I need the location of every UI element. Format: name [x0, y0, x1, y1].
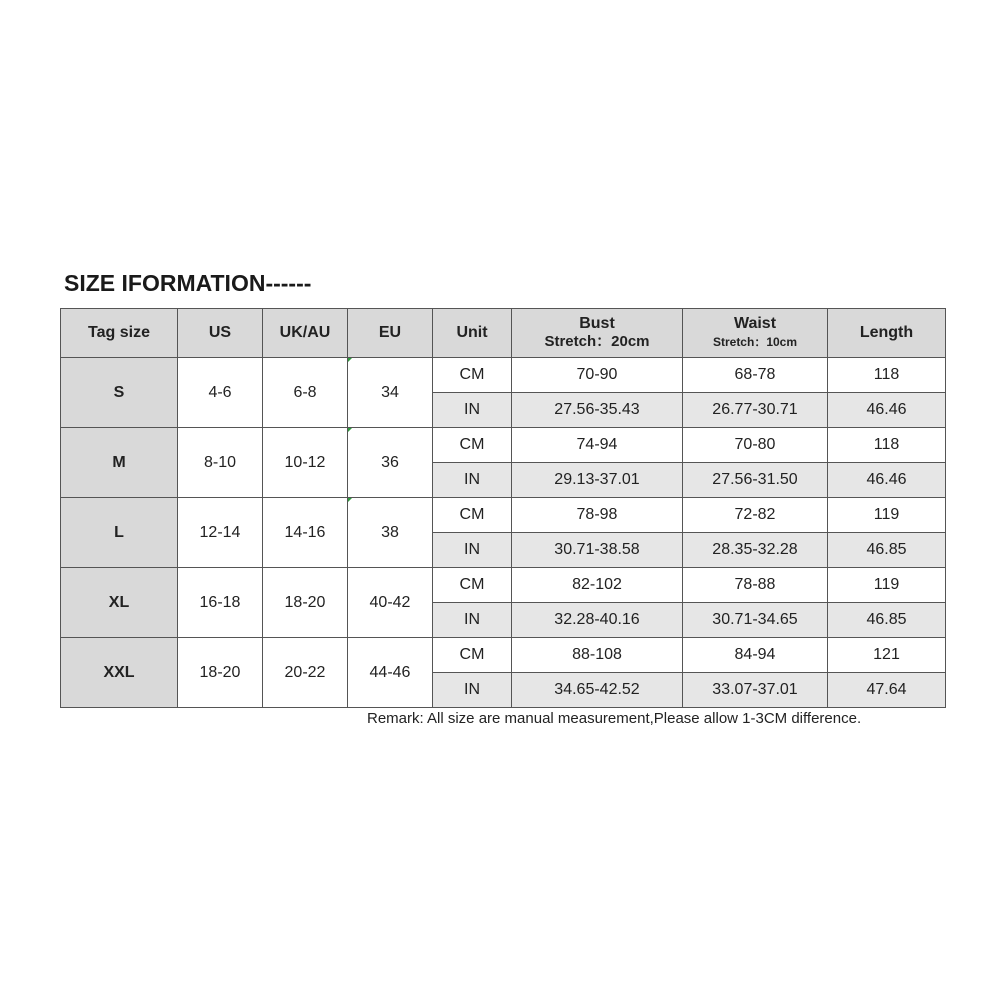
unit-cell: CM [433, 568, 512, 603]
bust-cell: 27.56-35.43 [512, 393, 683, 428]
table-row [61, 568, 946, 603]
table-header-row [61, 309, 946, 358]
header-bust-stretch: Stretch：20cm [544, 333, 650, 350]
header-waist-label: Waist [733, 315, 777, 332]
unit-cell: IN [433, 463, 512, 498]
waist-cell: 26.77-30.71 [683, 393, 828, 428]
remark-note: Remark: All size are manual measurement,Please allow 1-3CM difference. [367, 710, 862, 727]
eu-value: 38 [381, 523, 399, 541]
length-cell: 46.46 [828, 463, 946, 498]
bust-cell: 82-102 [512, 568, 683, 603]
bust-cell: 30.71-38.58 [512, 533, 683, 568]
unit-cell: IN [433, 603, 512, 638]
header-us: US [178, 309, 263, 358]
us-cell: 8-10 [178, 428, 263, 498]
bust-cell: 70-90 [512, 358, 683, 393]
length-cell: 119 [828, 568, 946, 603]
us-cell: 12-14 [178, 498, 263, 568]
waist-cell: 68-78 [683, 358, 828, 393]
cell-comment-marker [348, 358, 352, 362]
uk-au-cell: 20-22 [263, 638, 348, 708]
tag-size-cell: XL [61, 568, 178, 638]
cell-comment-marker [348, 428, 352, 432]
tag-size-cell: S [61, 358, 178, 428]
bust-cell: 29.13-37.01 [512, 463, 683, 498]
header-length: Length [828, 309, 946, 358]
waist-cell: 30.71-34.65 [683, 603, 828, 638]
table-row [61, 498, 946, 533]
eu-cell [348, 428, 433, 498]
table-row [61, 358, 946, 393]
length-cell: 118 [828, 428, 946, 463]
page-title: SIZE IFORMATION------ [64, 270, 312, 296]
unit-cell: CM [433, 638, 512, 673]
unit-cell: IN [433, 673, 512, 708]
length-cell: 46.46 [828, 393, 946, 428]
header-bust [512, 309, 683, 358]
eu-value: 34 [381, 383, 399, 401]
waist-cell: 72-82 [683, 498, 828, 533]
header-waist [683, 309, 828, 358]
bust-cell: 32.28-40.16 [512, 603, 683, 638]
waist-cell: 28.35-32.28 [683, 533, 828, 568]
header-unit: Unit [433, 309, 512, 358]
tag-size-cell: M [61, 428, 178, 498]
unit-cell: CM [433, 358, 512, 393]
length-cell: 121 [828, 638, 946, 673]
table-row [61, 638, 946, 673]
length-cell: 46.85 [828, 603, 946, 638]
length-cell: 119 [828, 498, 946, 533]
unit-cell: IN [433, 533, 512, 568]
uk-au-cell: 14-16 [263, 498, 348, 568]
uk-au-cell: 6-8 [263, 358, 348, 428]
length-cell: 118 [828, 358, 946, 393]
tag-size-cell: XXL [61, 638, 178, 708]
waist-cell: 70-80 [683, 428, 828, 463]
waist-cell: 27.56-31.50 [683, 463, 828, 498]
us-cell: 18-20 [178, 638, 263, 708]
waist-cell: 33.07-37.01 [683, 673, 828, 708]
eu-cell [348, 358, 433, 428]
uk-au-cell: 10-12 [263, 428, 348, 498]
length-cell: 47.64 [828, 673, 946, 708]
header-bust-label: Bust [579, 315, 615, 332]
unit-cell: CM [433, 428, 512, 463]
unit-cell: CM [433, 498, 512, 533]
bust-cell: 78-98 [512, 498, 683, 533]
eu-cell: 44-46 [348, 638, 433, 708]
bust-cell: 74-94 [512, 428, 683, 463]
length-cell: 46.85 [828, 533, 946, 568]
eu-value: 36 [381, 453, 399, 471]
tag-size-cell: L [61, 498, 178, 568]
us-cell: 4-6 [178, 358, 263, 428]
us-cell: 16-18 [178, 568, 263, 638]
waist-cell: 78-88 [683, 568, 828, 603]
header-waist-stretch: Stretch：10cm [712, 335, 798, 349]
header-uk-au: UK/AU [263, 309, 348, 358]
uk-au-cell: 18-20 [263, 568, 348, 638]
bust-cell: 88-108 [512, 638, 683, 673]
cell-comment-marker [348, 498, 352, 502]
eu-cell: 40-42 [348, 568, 433, 638]
header-tag-size: Tag size [61, 309, 178, 358]
waist-cell: 84-94 [683, 638, 828, 673]
table-row [61, 428, 946, 463]
size-chart-table [60, 308, 946, 708]
eu-cell [348, 498, 433, 568]
bust-cell: 34.65-42.52 [512, 673, 683, 708]
unit-cell: IN [433, 393, 512, 428]
header-eu: EU [348, 309, 433, 358]
